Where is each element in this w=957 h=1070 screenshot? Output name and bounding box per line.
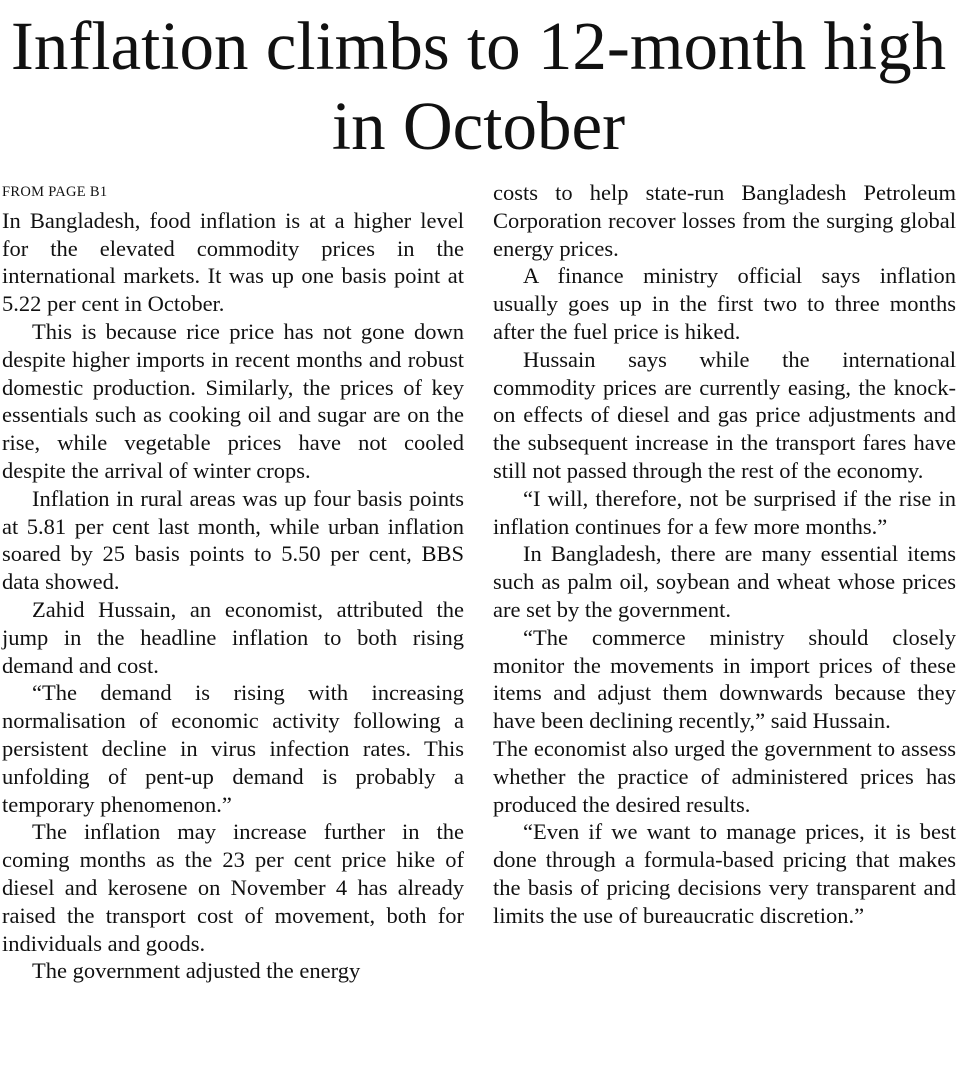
paragraph: “I will, therefore, not be surprised if the rise in inflation continues for a few more months.”	[493, 485, 956, 539]
paragraph: costs to help state-run Bangladesh Petroleum Corporation recover losses from the surging global energy prices.	[493, 180, 956, 261]
paragraph: The government adjusted the energy	[32, 958, 361, 984]
paragraph: In Bangladesh, food inflation is at a higher level for the elevated commodity prices in the international markets. It was up one basis point at 5.22 per cent in October.	[2, 207, 464, 317]
paragraph: Hussain says while the international commodity prices are currently easing, the knock-on effects of diesel and gas price adjustments and the subsequent increase in the transport fares have still not passed through the rest of the economy.	[493, 346, 956, 483]
continuation-kicker: FROM PAGE B1	[2, 184, 108, 200]
article-column-right	[493, 179, 956, 930]
paragraph: “Even if we want to manage prices, it is best done through a formula-based pricing that makes the basis of pricing decisions very transparent and limits the use of bureaucratic discretion.”	[493, 819, 956, 928]
paragraph: Zahid Hussain, an economist, attributed the jump in the headline inflation to both rising demand and cost.	[2, 596, 464, 678]
paragraph: The economist also urged the government to assess whether the practice of administered prices has produced the desired results.	[493, 735, 956, 817]
paragraph: A finance ministry official says inflation usually goes up in the first two to three months after the fuel price is hiked.	[493, 263, 956, 344]
paragraph: “The demand is rising with increasing normalisation of economic activity following a persistent decline in virus infection rates. This unfolding of pent-up demand is probably a temporary phenomenon.”	[2, 680, 464, 817]
article-column-left	[2, 179, 464, 985]
paragraph: In Bangladesh, there are many essential items such as palm oil, soybean and wheat whose prices are set by the government.	[493, 541, 956, 622]
paragraph: Inflation in rural areas was up four basis points at 5.81 per cent last month, while urban inflation soared by 25 basis points to 5.50 per cent, BBS data showed.	[2, 485, 464, 595]
paragraph: “The commerce ministry should closely monitor the movements in import prices of these items and adjust them downwards because they have been declining recently,” said Hussain.	[493, 624, 956, 734]
headline: Inflation climbs to 12-month high in October	[10, 8, 947, 164]
paragraph: This is because rice price has not gone down despite higher imports in recent months and robust domestic production. Similarly, the prices of key essentials such as cooking oil and sugar are on the rise, while vegetable prices have not cooled despite the arrival of winter crops.	[2, 318, 464, 483]
paragraph: The inflation may increase further in the coming months as the 23 per cent price hike of diesel and kerosene on November 4 has already raised the transport cost of movement, both for individuals and goods.	[2, 819, 464, 956]
